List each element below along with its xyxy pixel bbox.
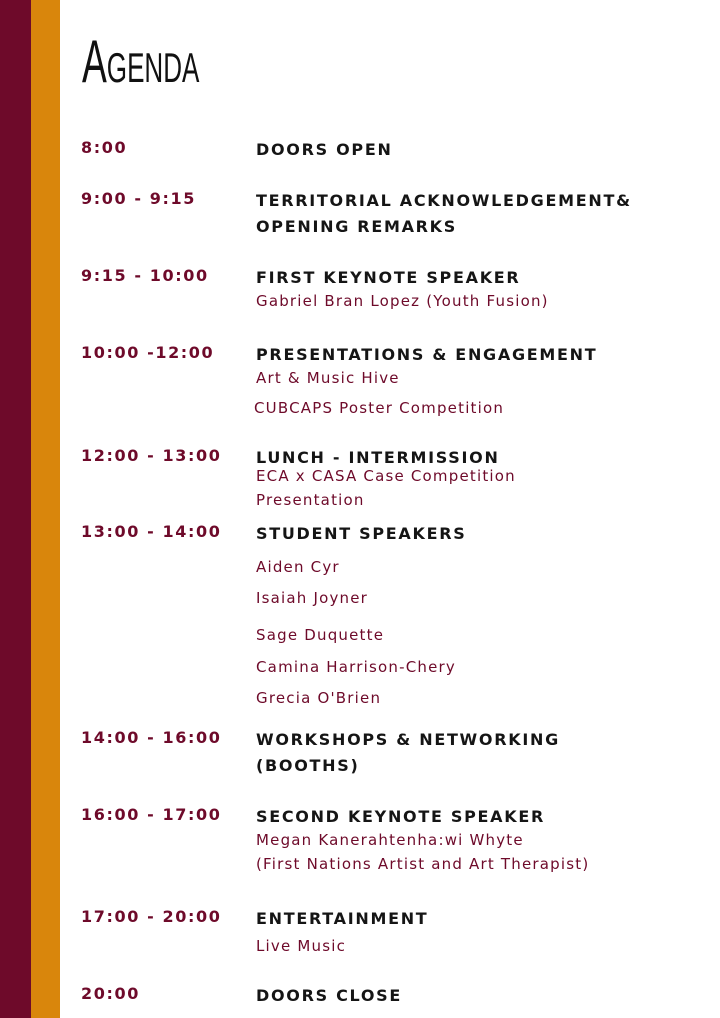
agenda-title: FIRST KEYNOTE SPEAKER bbox=[256, 268, 521, 287]
agenda-title: PRESENTATIONS & ENGAGEMENT bbox=[256, 345, 598, 364]
agenda-detail: Sage Duquette bbox=[256, 626, 385, 644]
agenda-title: LUNCH - INTERMISSION bbox=[256, 448, 500, 467]
agenda-time: 14:00 - 16:00 bbox=[81, 728, 222, 747]
agenda-time: 9:00 - 9:15 bbox=[81, 189, 196, 208]
page-title: Agenda bbox=[82, 28, 200, 95]
agenda-detail: Gabriel Bran Lopez (Youth Fusion) bbox=[256, 292, 549, 310]
agenda-detail: Megan Kanerahtenha:wi Whyte (First Nations Artist and Art Therapist) bbox=[256, 831, 590, 873]
agenda-time: 8:00 bbox=[81, 138, 128, 157]
agenda-title: SECOND KEYNOTE SPEAKER bbox=[256, 807, 545, 826]
agenda-time: 13:00 - 14:00 bbox=[81, 522, 222, 541]
agenda-title: DOORS OPEN bbox=[256, 140, 393, 159]
agenda-time: 12:00 - 13:00 bbox=[81, 446, 222, 465]
agenda-detail: Aiden Cyr bbox=[256, 558, 340, 576]
agenda-title: TERRITORIAL ACKNOWLEDGEMENT& OPENING REMARKS bbox=[256, 191, 632, 236]
agenda-time: 17:00 - 20:00 bbox=[81, 907, 222, 926]
agenda-detail: ECA x CASA Case Competition Presentation bbox=[256, 467, 516, 509]
agenda-time: 10:00 -12:00 bbox=[81, 343, 215, 362]
maroon-stripe bbox=[0, 0, 31, 1018]
agenda-title: ENTERTAINMENT bbox=[256, 909, 429, 928]
agenda-title: STUDENT SPEAKERS bbox=[256, 524, 467, 543]
agenda-detail: Grecia O'Brien bbox=[256, 689, 382, 707]
agenda-detail: Isaiah Joyner bbox=[256, 589, 369, 607]
agenda-title: DOORS CLOSE bbox=[256, 986, 403, 1005]
orange-stripe bbox=[31, 0, 60, 1018]
agenda-detail: CUBCAPS Poster Competition bbox=[254, 399, 505, 417]
agenda-title: WORKSHOPS & NETWORKING (BOOTHS) bbox=[256, 730, 560, 775]
agenda-detail: Art & Music Hive bbox=[256, 369, 400, 387]
agenda-detail: Camina Harrison-Chery bbox=[256, 658, 456, 676]
agenda-time: 9:15 - 10:00 bbox=[81, 266, 209, 285]
agenda-time: 16:00 - 17:00 bbox=[81, 805, 222, 824]
agenda-time: 20:00 bbox=[81, 984, 140, 1003]
agenda-detail: Live Music bbox=[256, 937, 347, 955]
